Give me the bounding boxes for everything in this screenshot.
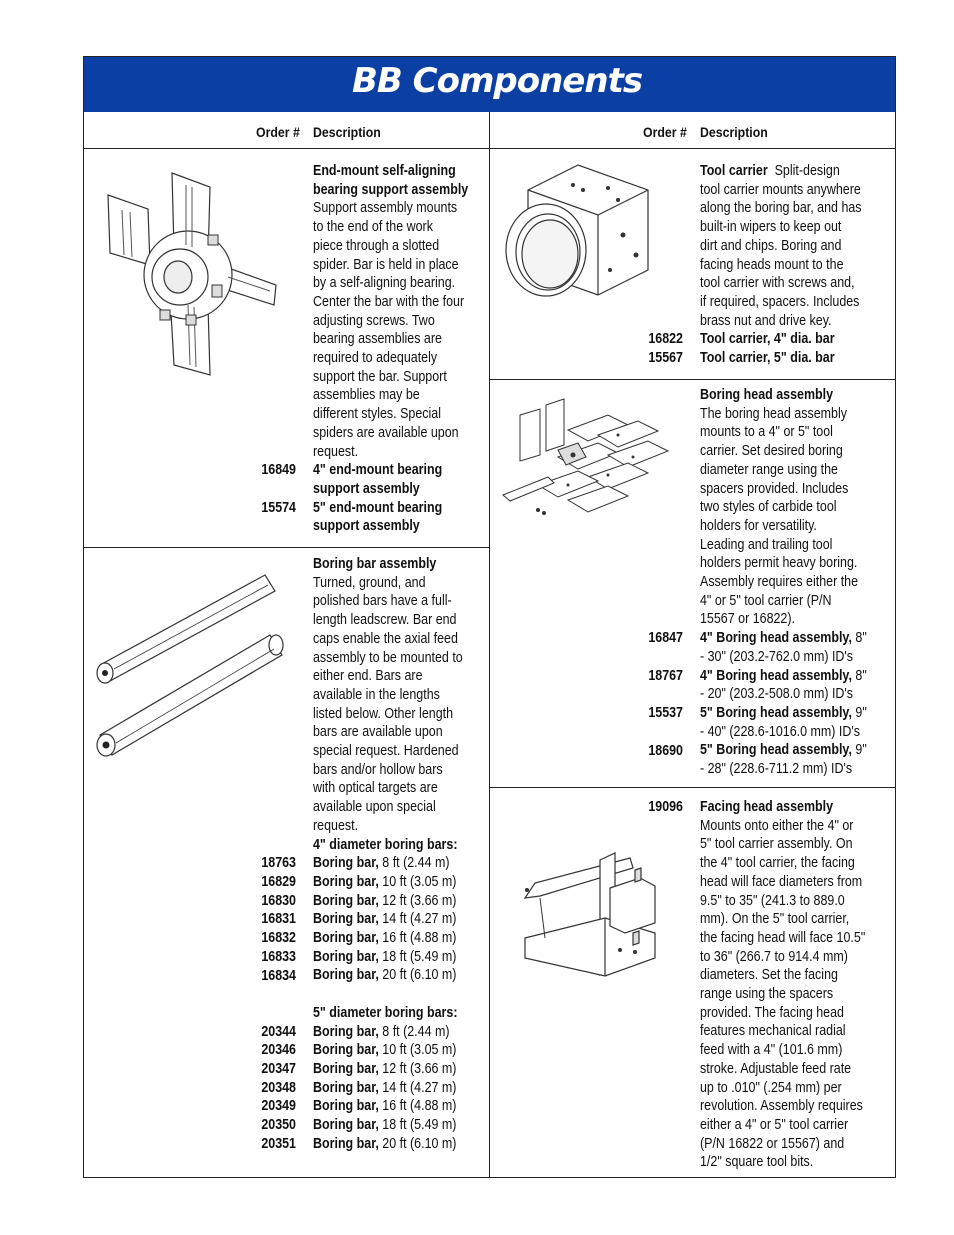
header-divider [84,148,895,149]
boring-bar-illustration [90,565,290,765]
order-number: 20349 [261,1098,296,1114]
right-order-header: Order # [643,124,687,140]
right-description-header: Description [700,124,768,140]
right-row-divider-1 [489,379,895,380]
order-number: 18763 [261,855,296,871]
bearing-support-illustration [100,165,280,380]
order-number: 20350 [261,1117,296,1133]
boring-head-illustration [498,395,673,525]
tool-carrier-illustration [498,160,653,300]
order-number: 16847 [648,630,683,646]
column-divider [489,112,490,1178]
order-number: 15574 [261,500,296,516]
left-order-header: Order # [256,124,300,140]
boring-head-description: Boring head assembly The boring head assembly mounts to a 4" or 5" tool carrier. Set desired boring diameter range using the spacers provided. Includes two styles of carbide tool holders for versatility. Leading and trailing tool holders permit heavy boring. Assembly requires either the 4" or 5" tool carrier (P/N 15567 or 16822). 4" Boring head assembly, 8" - 30" (203.2-762.0 mm) ID's 4" Boring head assembly, 8" - 20" (203.2-508.0 mm) ID's 5" Boring head assembly, 9" - 40" (228.6-1016.0 mm) ID's 5" Boring head assembly, 9" - 28" (228.6-711.2 mm) ID's [700,387,867,778]
left-row-divider [84,547,489,548]
order-number: 16834 [261,968,296,984]
order-number: 18690 [648,743,683,759]
title-banner [84,57,895,112]
order-number: 20347 [261,1061,296,1077]
order-number: 16830 [261,893,296,909]
order-number: 16833 [261,949,296,965]
facing-head-illustration [515,848,665,983]
order-number: 16831 [261,911,296,927]
order-number: 20344 [261,1024,296,1040]
tool-carrier-description: Tool carrier Split-design tool carrier mounts anywhere along the boring bar, and has built-in wipers to keep out dirt and chips. Boring and facing heads mount to the tool carrier with screws and, if required, spacers. Includes brass nut and drive key. Tool carrier, 4" dia. bar Tool carrier, 5" dia. bar [700,163,862,367]
order-number: 18767 [648,668,683,684]
order-number: 20346 [261,1042,296,1058]
bearing-support-description: End-mount self-aligning bearing support assembly Support assembly mounts to the end of the work piece through a slotted spider. Bar is held in place by a self-aligning bearing. Center the bar with the four adjusting screws. Two bearing assemblies are required to adequately support the bar. Support assemblies may be different styles. Special spiders are available upon request. 4" end-mount bearing support assembly 5" end-mount bearing support assembly [313,163,469,535]
order-number: 16829 [261,874,296,890]
order-number: 20351 [261,1136,296,1152]
order-number: 15537 [648,705,683,721]
order-number: 20348 [261,1080,296,1096]
page-title: BB Components [352,61,643,101]
order-number: 16822 [648,331,683,347]
facing-head-description: Facing head assembly Mounts onto either the 4" or 5" tool carrier assembly. On the 4" tool carrier, the facing head will face diameters from 9.5" to 35" (241.3 to 889.0 mm). On the 5" tool carrier, the facing head will face 10.5" to 36" (266.7 to 914.4 mm) diameters. Set the facing range using the spacers provided. The facing head features mechanical radial feed with a 4" (101.6 mm) stroke. Adjustable feed rate up to .010" (.254 mm) per revolution. Assembly requires either a 4" or 5" tool carrier (P/N 16822 or 15567) and 1/2" square tool bits. [700,799,866,1171]
boring-bar-description: Boring bar assembly Turned, ground, and polished bars have a full- length leadscrew. Bar end caps enable the axial feed assembly to be mounted to either end. Bars are available in the lengths listed below. Other length bars are available upon special request. Hardened bars and/or hollow bars with optical targets are available upon special request. 4" diameter boring bars: Boring bar, 8 ft (2.44 m) Boring bar, 10 ft (3.05 m) Boring bar, 12 ft (3.66 m) Boring bar, 14 ft (4.27 m) Boring bar, 16 ft (4.88 m) Boring bar, 18 ft (5.49 m) Boring bar, 20 ft (6.10 m) 5" diameter boring bars: Boring bar, 8 ft (2.44 m) Boring bar, 10 ft (3.05 m) Boring bar, 12 ft (3.66 m) Boring bar, 14 ft (4.27 m) Boring bar, 16 ft (4.88 m) Boring bar, 18 ft (5.49 m) Boring bar, 20 ft (6.10 m) [313,556,463,1152]
order-number: 16849 [261,462,296,478]
right-row-divider-2 [489,787,895,788]
left-description-header: Description [313,124,381,140]
order-number: 19096 [648,799,683,815]
order-number: 16832 [261,930,296,946]
order-number: 15567 [648,350,683,366]
